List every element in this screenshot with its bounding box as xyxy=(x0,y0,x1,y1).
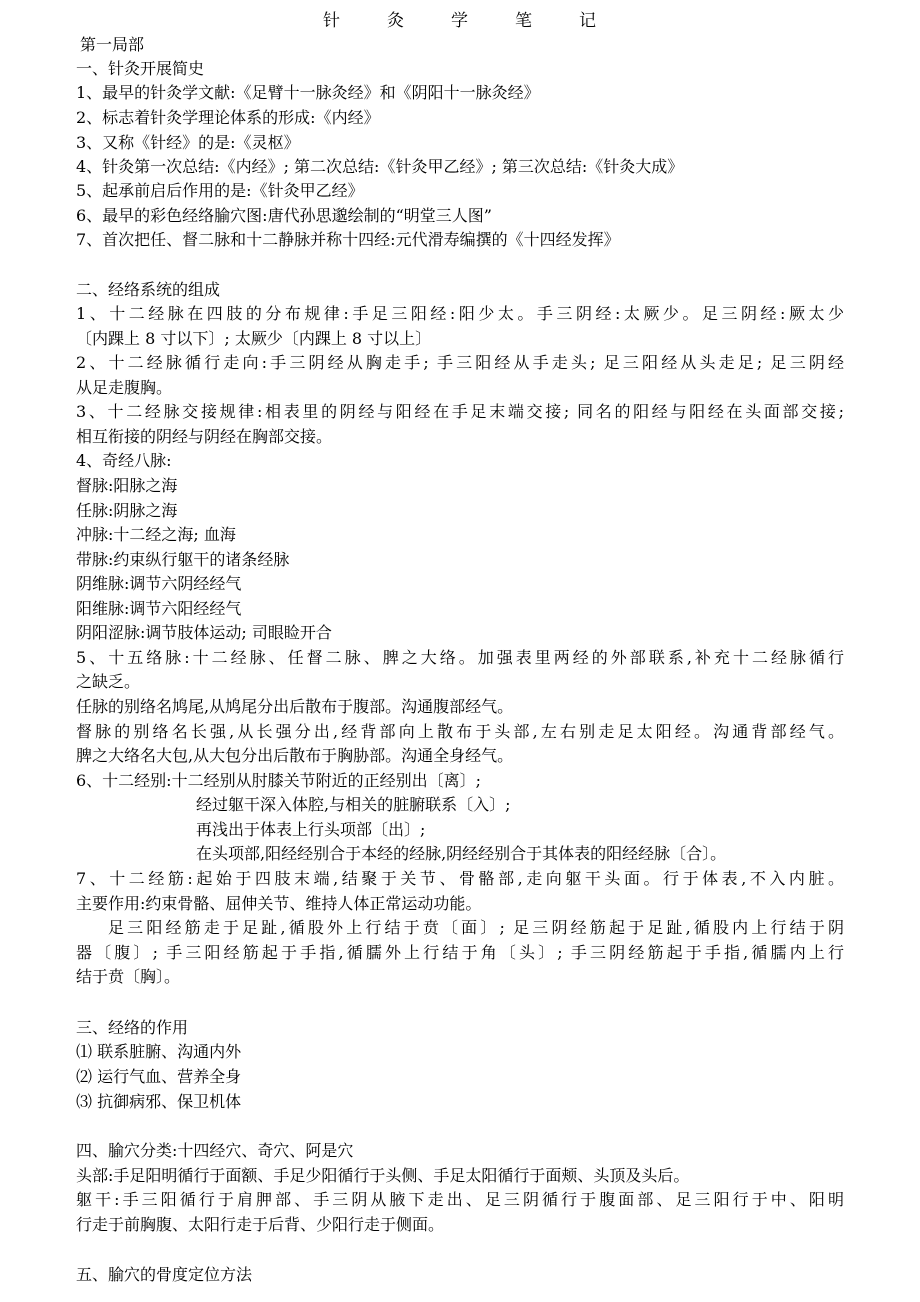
text-line: 2、十二经脉循行走向:手三阴经从胸走手; 手三阳经从手走头; 足三阳经从头走足; 足三阴经 xyxy=(76,353,844,372)
text-line: 器〔腹〕; 手三阳经筋起于手指,循臑外上行结于角〔头〕; 手三阴经筋起于手指,循臑内上行 xyxy=(76,943,844,962)
text-line: 阴阳涩脉:调节肢体运动; 司眼睑开合 xyxy=(76,623,332,642)
text-line: 任脉的别络名鸠尾,从鸠尾分出后散布于腹部。沟通腹部经气。 xyxy=(76,697,514,716)
section-heading: 四、腧穴分类:十四经穴、奇穴、阿是穴 xyxy=(76,1141,354,1160)
text-line: 主要作用:约束骨骼、屈伸关节、维持人体正常运动功能。 xyxy=(76,894,482,913)
text-line: 经过躯干深入体腔,与相关的脏腑联系〔入〕; xyxy=(196,795,511,814)
section-heading: 五、腧穴的骨度定位方法 xyxy=(76,1265,253,1284)
text-line: 4、针灸第一次总结:《内经》; 第二次总结:《针灸甲乙经》; 第三次总结:《针灸大成》 xyxy=(76,157,684,176)
text-line: 阳维脉:调节六阳经经气 xyxy=(76,599,242,618)
text-line: 〔内踝上 8 寸以下〕; 太厥少〔内踝上 8 寸以上〕 xyxy=(76,329,432,348)
text-line: 3、十二经脉交接规律:相表里的阴经与阳经在手足末端交接; 同名的阳经与阳经在头面部交接; xyxy=(76,402,844,421)
section-heading: 一、针灸开展简史 xyxy=(76,59,205,78)
title-char: 笔 xyxy=(515,11,533,31)
text-line: 脾之大络名大包,从大包分出后散布于胸胁部。沟通全身经气。 xyxy=(76,746,514,765)
text-line: 躯干:手三阳循行于肩胛部、手三阴从腋下走出、足三阴循行于腹面部、足三阳行于中、阳明 xyxy=(76,1190,844,1209)
title-char: 针 xyxy=(323,11,341,31)
text-line: 行走于前胸腹、太阳行走于后背、少阳行走于侧面。 xyxy=(76,1215,445,1234)
text-line: 督脉的别络名长强,从长强分出,经背部向上散布于头部,左右别走足太阳经。沟通背部经气。 xyxy=(76,722,844,741)
text-line: 7、首次把任、督二脉和十二静脉并称十四经:元代滑寿编撰的《十四经发挥》 xyxy=(76,230,620,249)
section-heading: 二、经络系统的组成 xyxy=(76,280,221,299)
section-heading: 三、经络的作用 xyxy=(76,1018,189,1037)
text-line: 之缺乏。 xyxy=(76,672,141,691)
page-title xyxy=(0,6,920,31)
text-line: 6、十二经别:十二经别从肘膝关节附近的正经别出〔离〕; xyxy=(76,771,481,790)
text-line: 从足走腹胸。 xyxy=(76,378,173,397)
text-line: 1、最早的针灸学文献:《足臂十一脉灸经》和《阴阳十一脉灸经》 xyxy=(76,83,540,102)
text-line: 4、奇经八脉: xyxy=(76,451,172,470)
text-line: 头部:手足阳明循行于面额、手足少阳循行于头侧、手足太阳循行于面颊、头顶及头后。 xyxy=(76,1166,690,1185)
text-line: 督脉:阳脉之海 xyxy=(76,476,178,495)
title-char: 灸 xyxy=(387,11,405,31)
text-line: 冲脉:十二经之海; 血海 xyxy=(76,525,236,544)
list-item: ⑶ 抗御病邪、保卫机体 xyxy=(76,1092,242,1111)
text-line: 在头项部,阳经经别合于本经的经脉,阴经经别合于其体表的阳经经脉〔合〕。 xyxy=(196,844,727,863)
text-line: 2、标志着针灸学理论体系的形成:《内经》 xyxy=(76,108,380,127)
title-char: 学 xyxy=(451,11,469,31)
text-line: 足三阳经筋走于足趾,循股外上行结于贲〔面〕; 足三阴经筋起于足趾,循股内上行结于阴 xyxy=(108,918,844,937)
text-line: 再浅出于体表上行头项部〔出〕; xyxy=(196,820,426,839)
text-line: 带脉:约束纵行躯干的诸条经脉 xyxy=(76,550,290,569)
part-heading: 第一局部 xyxy=(80,35,145,54)
text-line: 任脉:阴脉之海 xyxy=(76,501,178,520)
text-line: 3、又称《针经》的是:《灵枢》 xyxy=(76,133,300,152)
text-line: 结于贲〔胸〕。 xyxy=(76,967,181,986)
text-line: 阴维脉:调节六阴经经气 xyxy=(76,574,242,593)
list-item: ⑴ 联系脏腑、沟通内外 xyxy=(76,1042,242,1061)
text-line: 1、十二经脉在四肢的分布规律:手足三阳经:阳少太。手三阴经:太厥少。足三阴经:厥太少 xyxy=(76,304,844,323)
title-char: 记 xyxy=(579,11,597,31)
list-item: ⑵ 运行气血、营养全身 xyxy=(76,1067,242,1086)
text-line: 5、起承前启后作用的是:《针灸甲乙经》 xyxy=(76,181,364,200)
text-line: 5、十五络脉:十二经脉、任督二脉、脾之大络。加强表里两经的外部联系,补充十二经脉循行 xyxy=(76,648,844,667)
text-line: 7、十二经筋:起始于四肢末端,结聚于关节、骨骼部,走向躯干头面。行于体表,不入内脏。 xyxy=(76,869,844,888)
text-line: 相互衔接的阴经与阴经在胸部交接。 xyxy=(76,427,333,446)
text-line: 6、最早的彩色经络腧穴图:唐代孙思邈绘制的“明堂三人图” xyxy=(76,206,492,225)
